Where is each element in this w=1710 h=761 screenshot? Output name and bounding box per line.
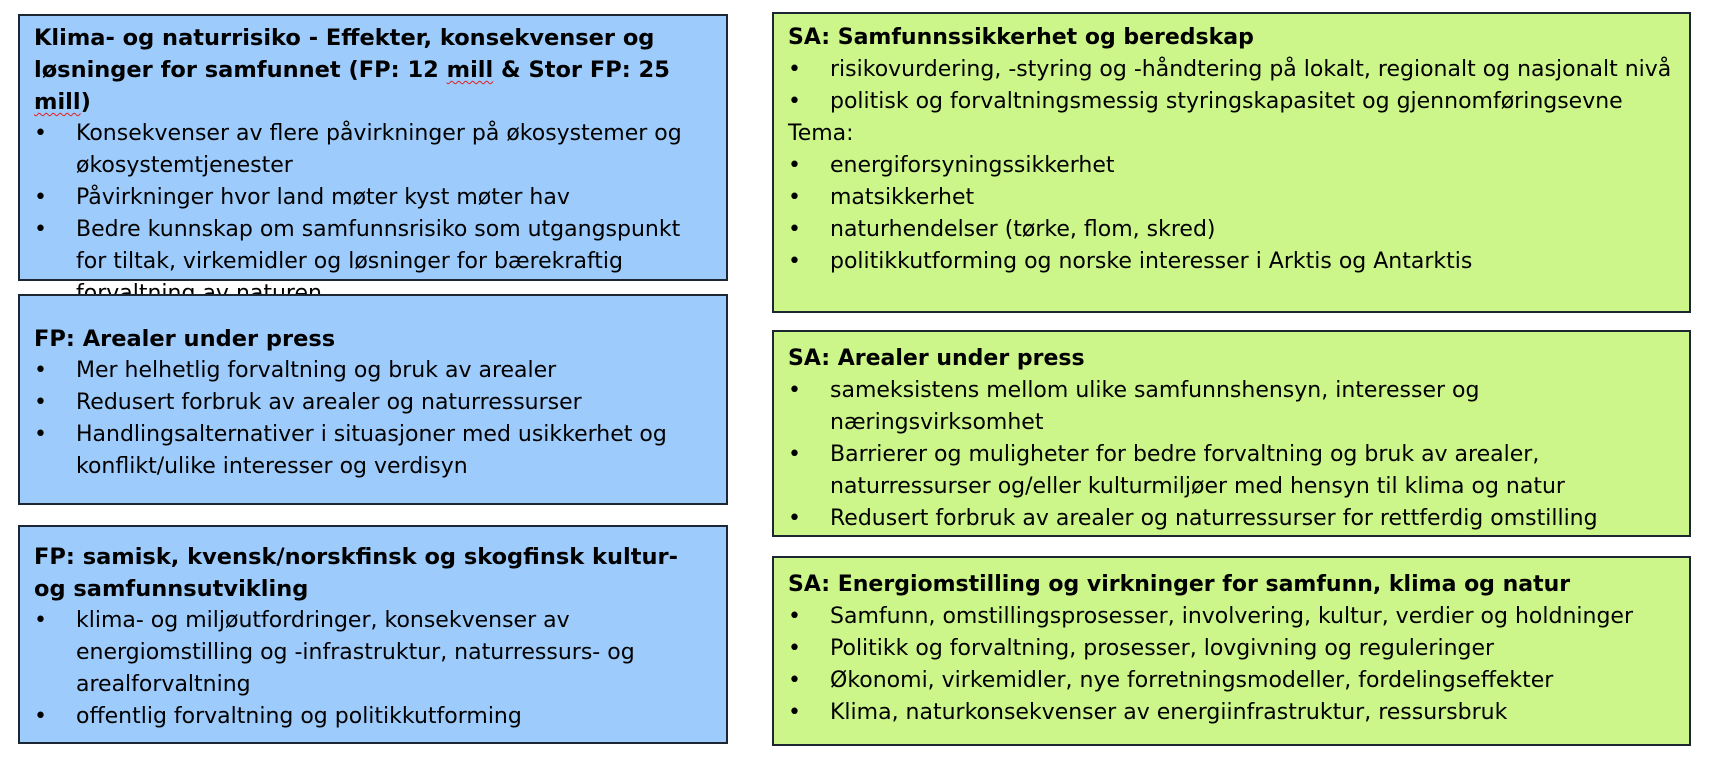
sa-energiomstilling-box (772, 556, 1691, 746)
box-title: FP: Arealer under press (34, 326, 336, 352)
bullet-icon: • (34, 704, 47, 729)
fp-arealer-box (18, 294, 728, 505)
list-item: • politikkutforming og norske interesser i Arktis og Antarktis (788, 246, 1679, 278)
bullet-icon: • (788, 668, 801, 693)
list-item: • Redusert forbruk av arealer og naturressurser (34, 387, 716, 419)
bullet-icon: • (788, 217, 801, 242)
bullet-icon: • (788, 442, 801, 467)
list-item: • risikovurdering, -styring og -håndtering på lokalt, regionalt og nasjonalt nivå (788, 54, 1679, 86)
list-item: • Bedre kunnskap om samfunnsrisiko som utgangspunkt for tiltak, virkemidler og løsninger for bærekraftig (34, 214, 716, 310)
list-item: • Mer helhetlig forvaltning og bruk av arealer (34, 355, 716, 387)
list-item: • Konsekvenser av flere påvirkninger på økosystemer og økosystemtjenester (34, 118, 716, 182)
bullet-icon: • (788, 153, 801, 178)
sa-arealer-box (772, 330, 1691, 537)
box-title: SA: Energiomstilling og virkninger for samfunn, klima og natur (788, 572, 1571, 597)
list-item: • energiforsyningssikkerhet (788, 150, 1679, 182)
list-item: • Handlingsalternativer i situasjoner med usikkerhet og konflikt/ulike interesser og verdisyn (34, 419, 716, 483)
bullet-list (34, 355, 716, 483)
bullet-icon: • (34, 422, 47, 447)
bullet-icon: • (34, 358, 47, 383)
spellcheck-word: mill (446, 57, 494, 83)
bullet-icon: • (788, 700, 801, 725)
list-item: • Klima, naturkonsekvenser av energiinfrastruktur, ressursbruk (788, 697, 1679, 729)
bullet-list (34, 118, 716, 310)
list-item: • sameksistens mellom ulike samfunnshensyn, interesser og næringsvirksomhet (788, 375, 1679, 439)
bullet-icon: • (34, 185, 47, 210)
list-item: • offentlig forvaltning og politikkutforming (34, 701, 716, 733)
bullet-icon: • (34, 390, 47, 415)
bullet-icon: • (34, 217, 47, 242)
list-item: • Redusert forbruk av arealer og naturressurser for rettferdig omstilling (788, 503, 1679, 535)
sa-samfunnssikkerhet-box (772, 12, 1691, 313)
bullet-icon: • (788, 185, 801, 210)
bullet-icon: • (788, 89, 801, 114)
list-item: • Økonomi, virkemidler, nye forretningsmodeller, fordelingseffekter (788, 665, 1679, 697)
list-item: • Politikk og forvaltning, prosesser, lovgivning og reguleringer (788, 633, 1679, 665)
theme-list (788, 150, 1679, 278)
list-item: • naturhendelser (tørke, flom, skred) (788, 214, 1679, 246)
bullet-icon: • (34, 608, 47, 633)
list-item: • klima- og miljøutfordringer, konsekvenser av energiomstilling og -infrastruktur, naturressurs- og arealforvaltning (34, 605, 716, 701)
klima-naturrisiko-box (18, 14, 728, 281)
box-title: SA: Arealer under press (788, 346, 1085, 371)
bullet-icon: • (788, 506, 801, 531)
spellcheck-word: mill (34, 89, 81, 115)
bullet-icon: • (788, 604, 801, 629)
bullet-icon: • (788, 57, 801, 82)
fp-samisk-box (18, 525, 728, 744)
box-title: FP: samisk, kvensk/norskfinsk og skogfinsk kultur- og samfunnsutvikling (34, 544, 678, 602)
list-item: • Samfunn, omstillingsprosesser, involvering, kultur, verdier og holdninger (788, 601, 1679, 633)
list-item: • matsikkerhet (788, 182, 1679, 214)
bullet-list (788, 54, 1679, 118)
list-item: • Påvirkninger hvor land møter kyst møter hav (34, 182, 716, 214)
bullet-list (788, 601, 1679, 729)
bullet-list (788, 375, 1679, 535)
theme-subheading: Tema: (788, 121, 854, 146)
box-title: Klima- og naturrisiko - Effekter, konsekvenser og løsninger for samfunnet (FP: 12 mill & Stor FP: 25 mill) (34, 25, 670, 115)
bullet-list (34, 605, 716, 733)
bullet-icon: • (788, 378, 801, 403)
bullet-icon: • (34, 121, 47, 146)
bullet-icon: • (788, 249, 801, 274)
box-title: SA: Samfunnssikkerhet og beredskap (788, 25, 1254, 50)
list-item: • Barrierer og muligheter for bedre forvaltning og bruk av arealer, naturressurser og/eller kulturmiljøer med hensyn til klima og natur (788, 439, 1679, 503)
list-item: • politisk og forvaltningsmessig styringskapasitet og gjennomføringsevne (788, 86, 1679, 118)
bullet-icon: • (788, 636, 801, 661)
